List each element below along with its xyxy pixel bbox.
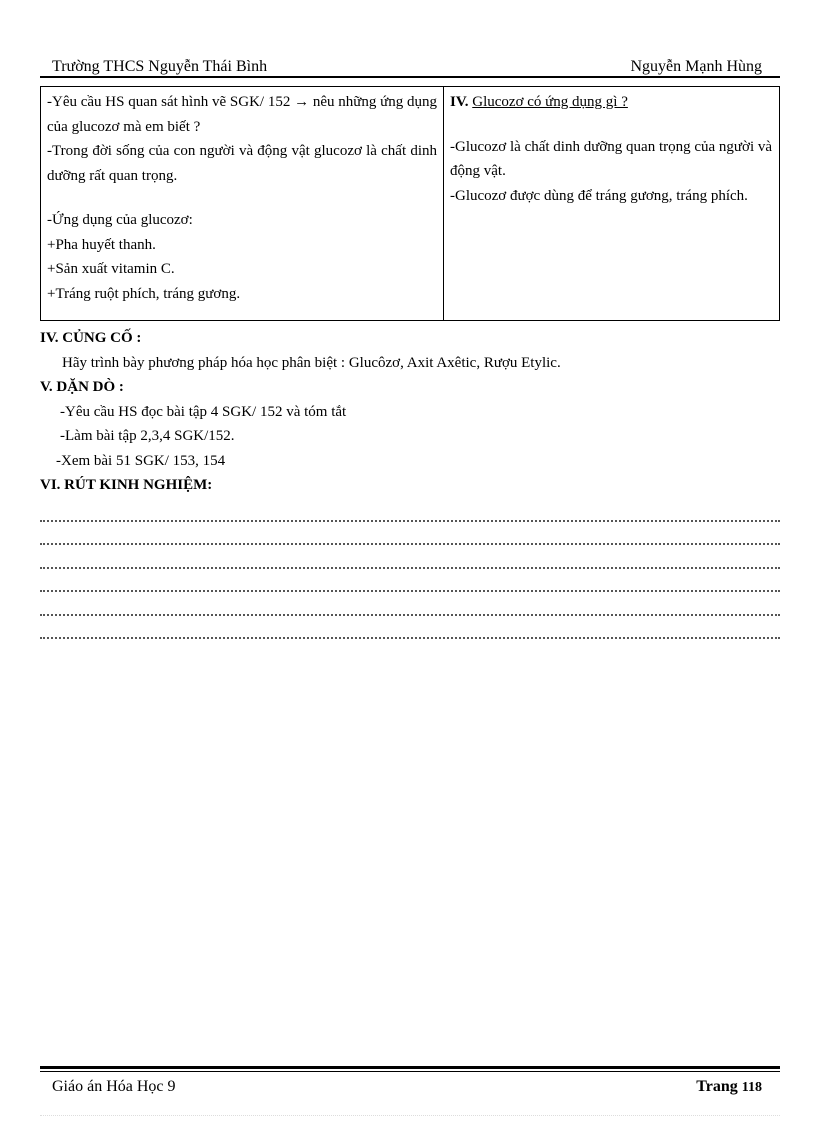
activity-line-2: -Trong đời sống của con người và động vật glucozơ là chất dinh dưỡng rất quan trọng. [47,143,437,184]
experience-notes [40,498,780,639]
content-heading-text: Glucozơ có ứng dụng gì ? [472,94,628,110]
content-cell [444,87,780,321]
homework-item-2: -Làm bài tập 2,3,4 SGK/152. [60,428,235,444]
footer-subject: Giáo án Hóa Học 9 [52,1078,176,1095]
dotted-line [40,522,780,546]
teacher-name: Nguyễn Mạnh Hùng [630,58,762,75]
content-heading [450,90,773,115]
content-line-1: -Glucozơ là chất dinh dưỡng quan trọng của người và động vật. [450,138,773,179]
activity-line-4: +Pha huyết thanh. [47,236,156,253]
dotted-line [40,616,780,640]
dotted-line [40,569,780,593]
page-bottom-border [40,1115,780,1116]
page-number [696,1078,762,1096]
consolidate-title: IV. CỦNG CỐ : [40,330,142,346]
teacher-activity-cell [41,87,444,321]
experience-title: VI. RÚT KINH NGHIỆM: [40,477,213,493]
page-header [52,52,762,76]
homework-item-3: -Xem bài 51 SGK/ 153, 154 [56,452,226,469]
homework-title: V. DẶN DÒ : [40,379,124,395]
footer-divider-thick [40,1066,780,1069]
page-footer [52,1074,762,1100]
activity-line-5: +Sản xuất vitamin C. [47,261,175,277]
activity-line-6: +Tráng ruột phích, tráng gương. [47,285,241,302]
page-label: Trang [696,1078,738,1095]
activity-line-3: -Ứng dụng của glucozơ: [47,212,193,228]
dotted-line [40,498,780,522]
page-number-value: 118 [741,1080,762,1095]
activity-line-1: -Yêu cầu HS quan sát hình vẽ SGK/ 152 → nêu những ứng dụng của glucozơ mà em biết ? [47,94,437,135]
school-name: Trường THCS Nguyễn Thái Bình [52,58,268,75]
lesson-sections [40,326,780,498]
content-line-2: -Glucozơ được dùng để tráng gương, tráng phích. [450,187,748,204]
lesson-table [40,86,780,321]
dotted-line [40,545,780,569]
footer-divider-thin [40,1071,780,1072]
dotted-line [40,592,780,616]
consolidate-item: Hãy trình bày phương pháp hóa học phân biệt : Glucôzơ, Axit Axêtic, Rượu Etylic. [62,354,561,371]
homework-item-1: -Yêu cầu HS đọc bài tập 4 SGK/ 152 và tóm tắt [60,403,347,420]
header-divider [40,76,780,78]
content-heading-number: IV. [450,94,469,110]
